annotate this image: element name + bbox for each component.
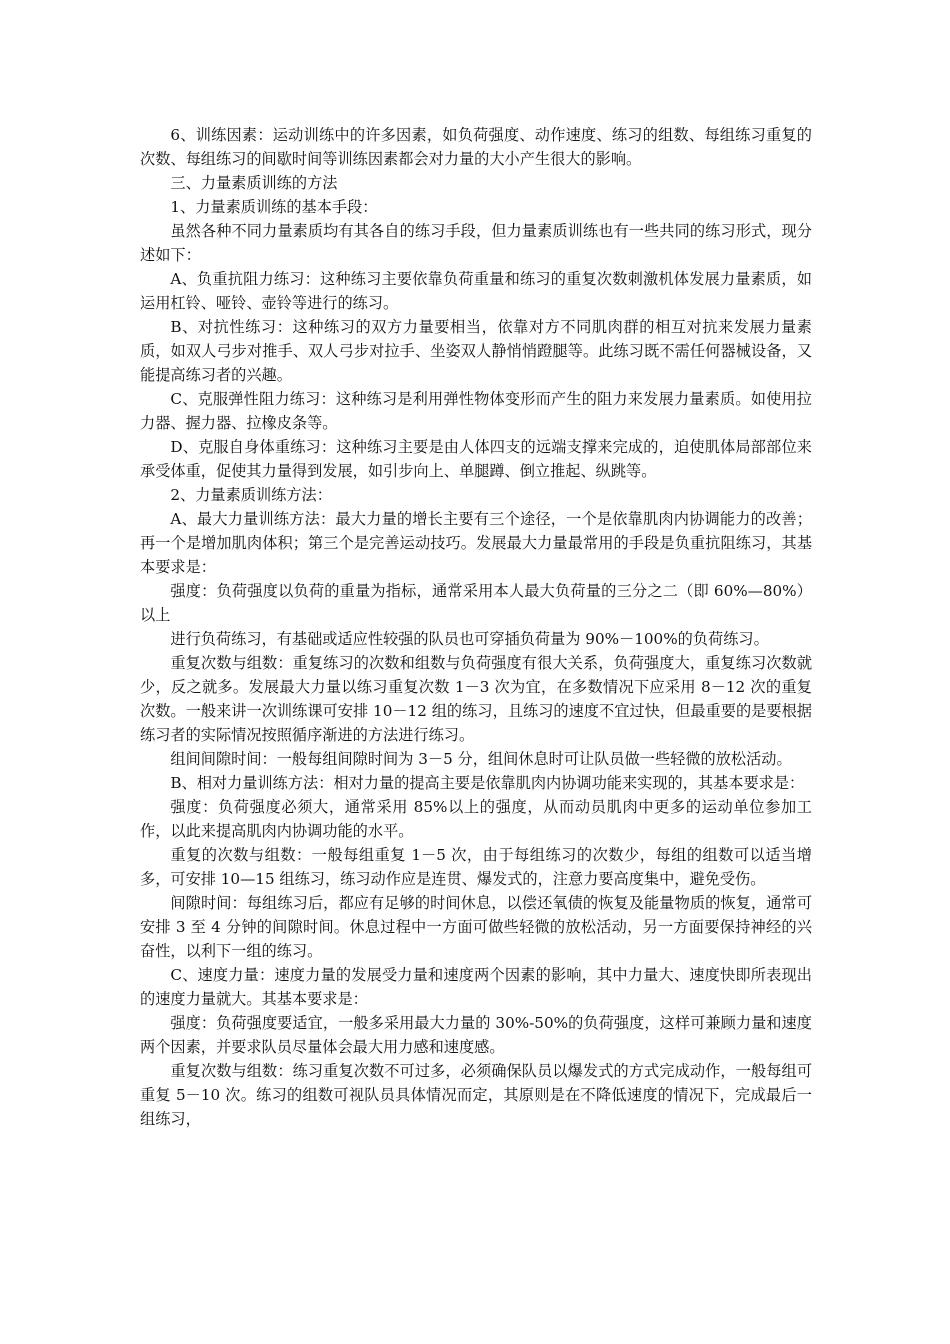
paragraph-intro-means: 虽然各种不同力量素质均有其各自的练习手段，但力量素质训练也有一些共同的练习形式，现分述如下： [140,222,812,264]
subheading-training-methods: 2、力量素质训练方法： [170,486,332,504]
paragraph-opposition-exercise: B、对抗性练习：这种练习的双方力量要相当，依靠对方不同肌肉群的相互对抗来发展力量素质，如双人弓步对推手、双人弓步对拉手、坐姿双人静悄悄蹬腿等。此练习既不需任何器械设备，又能提高练习者的兴趣。 [140,318,812,384]
paragraph-relative-intensity: 强度：负荷强度必须大，通常采用 85%以上的强度，从而动员肌肉中更多的运动单位参加工作，以此来提高肌肉内协调功能的水平。 [140,798,812,840]
paragraph-speed-strength: C、速度力量：速度力量的发展受力量和速度两个因素的影响，其中力量大、速度快即所表现出的速度力量就大。其基本要求是： [140,966,812,1008]
paragraph-weight-resistance: A、负重抗阻力练习：这种练习主要依靠负荷重量和练习的重复次数刺激机体发展力量素质，如运用杠铃、哑铃、壶铃等进行的练习。 [140,270,812,312]
paragraph-speed-reps-sets: 重复次数与组数：练习重复次数不可过多，必须确保队员以爆发式的方式完成动作，一般每组可重复 5－10 次。练习的组数可视队员具体情况而定，其原则是在不降低速度的情况下，完成最后一组练习， [140,1062,812,1128]
document-page [140,123,812,1131]
paragraph-max-reps-sets: 重复次数与组数：重复练习的次数和组数与负荷强度有很大关系，负荷强度大，重复练习次数就少，反之就多。发展最大力量以练习重复次数 1－3 次为宜，在多数情况下应采用 8－12 次的重复次数。一般来讲一次训练课可安排 10－12 组的练习，且练习的速度不宜过快，但最重要的是要根据练习者的实际情况按照循序渐进的方法进行练习。 [140,654,812,744]
paragraph-max-strength: A、最大力量训练方法：最大力量的增长主要有三个途径，一个是依靠肌肉内协调能力的改善；再一个是增加肌肉体积；第三个是完善运动技巧。发展最大力量最常用的手段是负重抗阻练习，其基本要求是： [140,510,812,576]
subheading-basic-means: 1、力量素质训练的基本手段： [170,198,378,216]
paragraph-speed-intensity: 强度：负荷强度要适宜，一般多采用最大力量的 30%-50%的负荷强度，这样可兼顾力量和速度两个因素，并要求队员尽量体会最大用力感和速度感。 [140,1014,812,1056]
paragraph-max-intensity: 强度：负荷强度以负荷的重量为指标，通常采用本人最大负荷量的三分之二（即 60%—80%）以上 [140,582,812,624]
paragraph-relative-strength: B、相对力量训练方法：相对力量的提高主要是依靠肌肉内协调功能来实现的，其基本要求是： [170,774,805,792]
paragraph-body-weight: D、克服自身体重练习：这种练习主要是由人体四支的远端支撑来完成的，迫使肌体局部部位来承受体重，促使其力量得到发展，如引步向上、单腿蹲、倒立推起、纵跳等。 [140,438,812,480]
paragraph-max-intensity-cont: 进行负荷练习，有基础或适应性较强的队员也可穿插负荷量为 90%－100%的负荷练习。 [170,630,769,648]
section-heading-methods: 三、力量素质训练的方法 [170,174,338,192]
paragraph-relative-reps-sets: 重复的次数与组数：一般每组重复 1－5 次，由于每组练习的次数少，每组的组数可以适当增多，可安排 10—15 组练习，练习动作应是连贯、爆发式的，注意力要高度集中，避免受伤。 [140,846,812,888]
paragraph-elastic-resistance: C、克服弹性阻力练习：这种练习是利用弹性物体变形而产生的阻力来发展力量素质。如使用拉力器、握力器、拉橡皮条等。 [140,390,812,432]
paragraph-training-factors: 6、训练因素：运动训练中的许多因素，如负荷强度、动作速度、练习的组数、每组练习重复的次数、每组练习的间歇时间等训练因素都会对力量的大小产生很大的影响。 [140,126,812,168]
paragraph-relative-rest: 间隙时间：每组练习后，都应有足够的时间休息，以偿还氧债的恢复及能量物质的恢复，通常可安排 3 至 4 分钟的间隙时间。休息过程中一方面可做些轻微的放松活动，另一方面要保持神经的兴奋性，以利下一组的练习。 [140,894,812,960]
paragraph-max-rest: 组间间隙时间：一般每组间隙时间为 3－5 分，组间休息时可让队员做一些轻微的放松活动。 [170,750,792,768]
